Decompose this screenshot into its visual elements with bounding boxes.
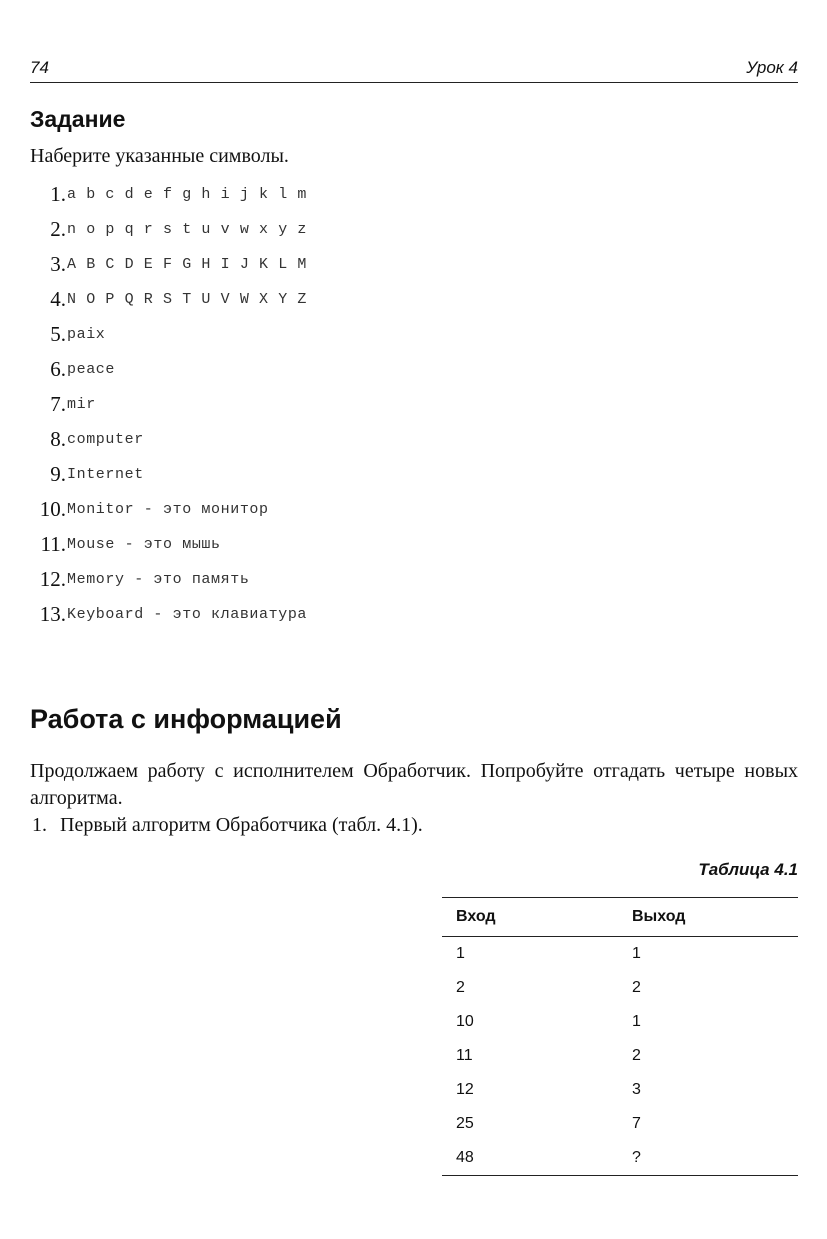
task-item bbox=[30, 247, 307, 282]
lesson-title: Урок 4 bbox=[746, 58, 798, 77]
output-cell: 7 bbox=[632, 1115, 641, 1132]
output-cell: 1 bbox=[632, 945, 641, 962]
input-cell: 12 bbox=[456, 1081, 474, 1098]
io-table bbox=[442, 897, 798, 1176]
task-item-text: Monitor - это монитор bbox=[67, 501, 269, 518]
table-row bbox=[442, 937, 798, 972]
task-list bbox=[30, 177, 307, 632]
task-item-number: 7. bbox=[50, 392, 66, 416]
task-item-number: 13. bbox=[39, 602, 66, 626]
output-cell: ? bbox=[632, 1141, 798, 1176]
task-item bbox=[30, 492, 307, 527]
task-item bbox=[30, 352, 307, 387]
table-row bbox=[442, 1039, 798, 1073]
table-header-row bbox=[442, 898, 798, 937]
task-item bbox=[30, 527, 307, 562]
task-item bbox=[30, 562, 307, 597]
step-text: Первый алгоритм Обработчика (табл. 4.1). bbox=[60, 814, 423, 836]
task-item bbox=[30, 387, 307, 422]
algorithm-step bbox=[32, 814, 423, 837]
task-item bbox=[30, 282, 307, 317]
task-item-text: paix bbox=[67, 326, 106, 343]
output-cell: 3 bbox=[632, 1081, 641, 1098]
input-cell: 1 bbox=[456, 945, 465, 962]
task-item bbox=[30, 177, 307, 212]
column-header-input: Вход bbox=[442, 898, 632, 937]
running-head bbox=[30, 58, 798, 83]
output-cell: 2 bbox=[632, 1047, 641, 1064]
task-item-number: 3. bbox=[50, 252, 66, 276]
output-cell: 2 bbox=[632, 979, 641, 996]
task-item-text: peace bbox=[67, 361, 116, 378]
task-item-text: Keyboard - это клавиатура bbox=[67, 606, 308, 623]
page-number: 74 bbox=[30, 58, 49, 77]
column-header-output: Выход bbox=[632, 898, 798, 937]
task-item-text: Internet bbox=[67, 466, 144, 483]
table-row bbox=[442, 1073, 798, 1107]
task-item-number: 1. bbox=[50, 182, 66, 206]
table-row bbox=[442, 971, 798, 1005]
task-item bbox=[30, 597, 307, 632]
table-row bbox=[442, 1005, 798, 1039]
task-item-text: Mouse - это мышь bbox=[67, 536, 221, 553]
task-item-text: computer bbox=[67, 431, 144, 448]
task-item-text: N O P Q R S T U V W X Y Z bbox=[67, 291, 308, 308]
task-item-number: 2. bbox=[50, 217, 66, 241]
section-paragraph: Продолжаем работу с исполнителем Обработчик. Попробуйте отгадать четыре новых алгоритма. bbox=[30, 760, 798, 809]
table-caption: Таблица 4.1 bbox=[698, 860, 798, 879]
task-item-number: 5. bbox=[50, 322, 66, 346]
section-heading: Работа с информацией bbox=[30, 704, 342, 734]
task-item-number: 11. bbox=[40, 532, 66, 556]
table-row bbox=[442, 1141, 798, 1176]
task-item-number: 4. bbox=[50, 287, 66, 311]
input-cell: 10 bbox=[456, 1013, 474, 1030]
task-item-text: n o p q r s t u v w x y z bbox=[67, 221, 308, 238]
task-item bbox=[30, 422, 307, 457]
task-item-text: mir bbox=[67, 396, 96, 413]
output-cell: 1 bbox=[632, 1013, 641, 1030]
task-item-number: 12. bbox=[39, 567, 66, 591]
input-cell: 48 bbox=[442, 1141, 632, 1176]
task-item-number: 9. bbox=[50, 462, 66, 486]
task-item bbox=[30, 317, 307, 352]
step-number: 1. bbox=[32, 814, 47, 836]
task-item-number: 6. bbox=[50, 357, 66, 381]
task-item bbox=[30, 212, 307, 247]
task-heading: Задание bbox=[30, 106, 126, 132]
task-item-number: 10. bbox=[39, 497, 66, 521]
task-instruction: Наберите указанные символы. bbox=[30, 145, 289, 167]
task-item-text: Memory - это память bbox=[67, 571, 250, 588]
task-item-text: A B C D E F G H I J K L M bbox=[67, 256, 308, 273]
input-cell: 25 bbox=[456, 1115, 474, 1132]
task-item-number: 8. bbox=[50, 427, 66, 451]
task-item bbox=[30, 457, 307, 492]
task-item-text: a b c d e f g h i j k l m bbox=[67, 186, 308, 203]
input-cell: 11 bbox=[456, 1047, 473, 1064]
input-cell: 2 bbox=[456, 979, 465, 996]
table-row bbox=[442, 1107, 798, 1141]
